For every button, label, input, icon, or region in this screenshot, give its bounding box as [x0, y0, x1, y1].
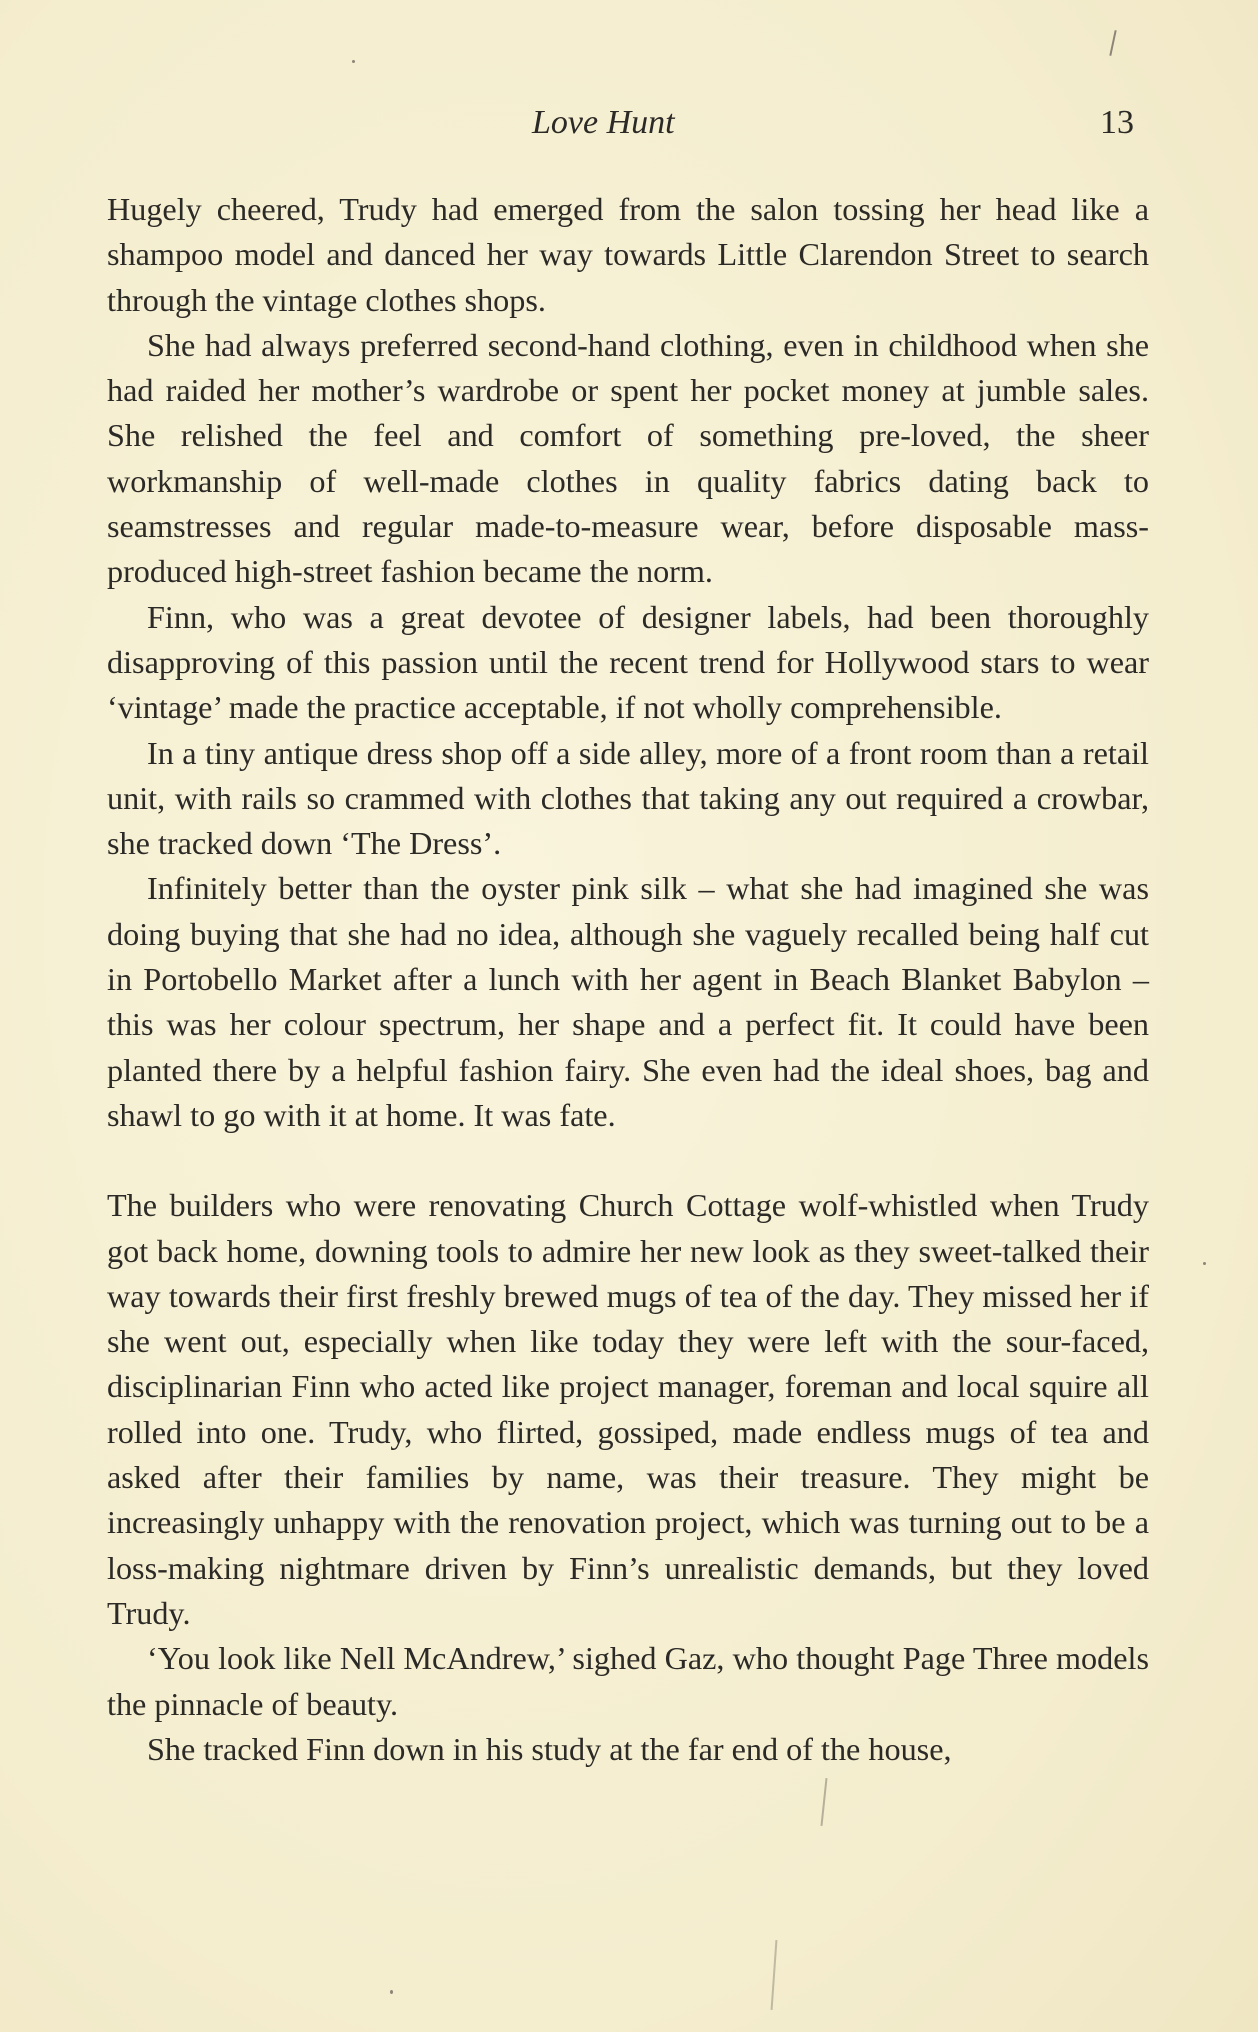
paragraph: The builders who were renovating Church Cottage wolf-whistled when Trudy got back home, downing tools to admire her new look as they sweet-talked their way towards their first freshly brewed mugs of tea of the day. They missed her if she went out, especially when like today they were left with the sour-faced, disciplinarian Finn who acted like project manager, foreman and local squire all rolled into one. Trudy, who flirted, gossiped, made endless mugs of tea and asked after their families by name, was their treasure. They might be increasingly unhappy with the renovation project, which was turning out to be a loss-making nightmare driven by Finn’s unrealistic demands, but they loved Trudy. [107, 1187, 1149, 1631]
paragraph: She had always preferred second-hand clothing, even in childhood when she had raided her mother’s wardrobe or spent her pocket money at jumble sales. She relished the feel and comfort of something pre-loved, the sheer workmanship of well-made clothes in quality fabrics dating back to seamstresses and regular made-to-measure wear, before disposable mass-produced high-street fashion became the norm. [107, 326, 1149, 590]
paper-speck [1203, 1262, 1206, 1265]
body-text [107, 187, 1149, 1772]
running-header [0, 98, 1258, 148]
paragraph: ‘You look like Nell McAndrew,’ sighed Gaz, who thought Page Three models the pinnacle of beauty. [107, 1640, 1149, 1722]
paper-crease [820, 1778, 827, 1826]
paper-speck [1109, 30, 1116, 56]
paper-speck [390, 1990, 393, 1994]
paragraph: Infinitely better than the oyster pink silk – what she had imagined she was doing buying that she had no idea, although she vaguely recalled being half cut in Portobello Market after a lunch with her agent in Beach Blanket Babylon – this was her colour spectrum, her shape and a perfect fit. It could have been planted there by a helpful fashion fairy. She even had the ideal shoes, bag and shawl to go with it at home. It was fate. [107, 870, 1149, 1133]
paper-crease [771, 1940, 778, 2010]
paragraph: Finn, who was a great devotee of designer labels, had been thoroughly disapproving of this passion until the recent trend for Hollywood stars to wear ‘vintage’ made the practice acceptable, if not wholly comprehensible. [107, 598, 1149, 726]
paragraph: She tracked Finn down in his study at the far end of the house, [147, 1730, 952, 1767]
running-title: Love Hunt [532, 104, 675, 141]
section-break [107, 1138, 1149, 1183]
page-number: 13 [1100, 104, 1134, 141]
paragraph: In a tiny antique dress shop off a side alley, more of a front room than a retail unit, with rails so crammed with clothes that taking any out required a crowbar, she tracked down ‘The Dress’. [107, 734, 1149, 862]
paragraph: Hugely cheered, Trudy had emerged from the salon tossing her head like a shampoo model and danced her way towards Little Clarendon Street to search through the vintage clothes shops. [107, 191, 1149, 318]
paper-speck [352, 60, 355, 63]
